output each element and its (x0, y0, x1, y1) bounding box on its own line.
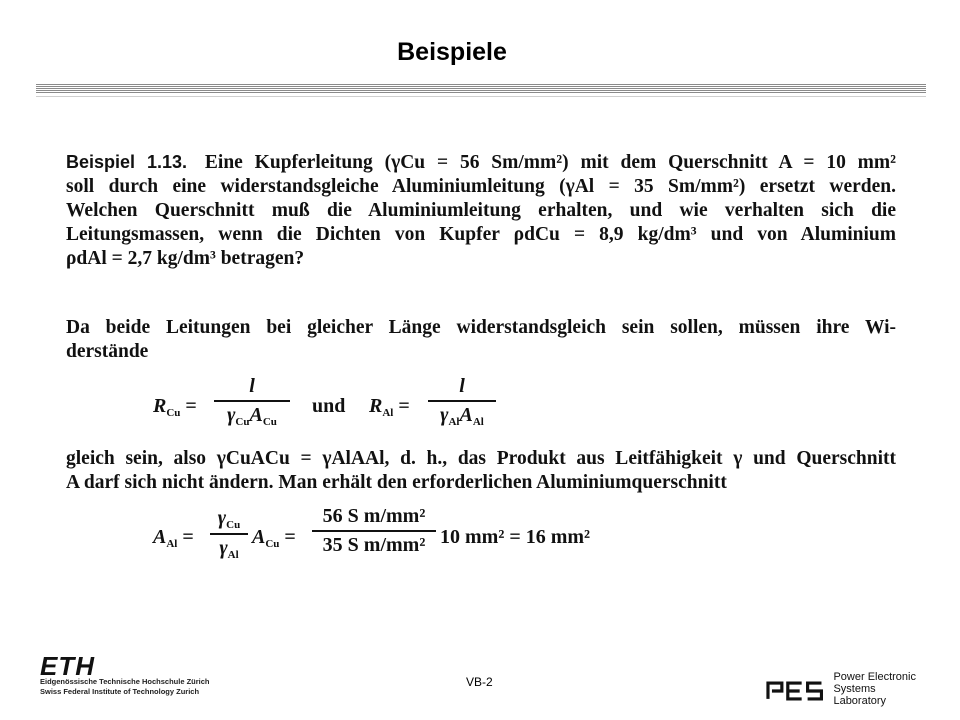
solution-line-2: derstände (66, 341, 149, 362)
eq1-lhs-rcu: $R_{Cu}$ = (153, 395, 197, 419)
eq2-numerator: 56 S m/mm² (322, 505, 426, 527)
solution-line-3: gleich sein, also γCuACu = γAlAAl, d. h., das Produkt aus Leitfähigkeit γ und Querschnitt (66, 448, 896, 469)
eq1-fraction-cu: l $\gamma_{Cu}A_{Cu}$ (214, 375, 290, 428)
solution-paragraph-1 (66, 316, 896, 364)
example-label: Beispiel 1.13. (66, 152, 188, 172)
eq1-fraction-al: l $\gamma_{Al}A_{Al}$ (428, 375, 496, 428)
example-text-1: Eine Kupferleitung (γCu = 56 Sm/mm²) mit dem Querschnitt A = 10 mm² (204, 152, 897, 173)
eq1-und: und (312, 395, 346, 417)
eth-line-2: Swiss Federal Institute of Technology Zurich (40, 687, 200, 696)
pes-mark-icon (766, 677, 823, 701)
example-line-3: Welchen Querschnitt muß die Aluminiumleitung erhalten, und wie verhalten sich die (66, 200, 896, 221)
solution-paragraph-2 (66, 447, 896, 495)
eq2-acu: $A_{Cu}$ = (252, 526, 296, 550)
eq1-lhs-ral: $R_{Al}$ = (369, 395, 410, 419)
lab-line-1: Power Electronic Systems (833, 671, 916, 695)
eq2-denominator: 35 S m/mm² (322, 534, 426, 556)
page-number: VB-2 (466, 675, 493, 689)
eq2-result: 10 mm² = 16 mm² (440, 526, 591, 548)
eq2-unit-fraction (312, 505, 436, 557)
title-rule (36, 84, 926, 94)
eth-line-1: Eidgenössische Technische Hochschule Zürich (40, 677, 210, 686)
solution-line-1: Da beide Leitungen bei gleicher Länge widerstandsgleich sein sollen, müssen ihre Wi- (66, 317, 896, 338)
eth-logo (40, 651, 210, 697)
solution-line-4: A darf sich nicht ändern. Man erhält den erforderlichen Aluminiumquerschnitt (66, 472, 727, 493)
eth-wordmark: ETH (40, 651, 95, 681)
title-rule-bottom (36, 96, 926, 97)
eq2-lhs: $A_{Al}$ = (153, 526, 194, 550)
lab-line-2: Laboratory (833, 695, 887, 707)
pes-logo (766, 671, 960, 707)
example-line-5: ρdAl = 2,7 kg/dm³ betragen? (66, 248, 305, 269)
example-line-1 (66, 150, 896, 175)
example-line-2: soll durch eine widerstandsgleiche Aluminiumleitung (γAl = 35 Sm/mm²) ersetzt werden. (66, 176, 896, 197)
slide-title: Beispiele (397, 38, 507, 66)
example-line-4: Leitungsmassen, wenn die Dichten von Kupfer ρdCu = 8,9 kg/dm³ und von Aluminium (66, 224, 896, 245)
example-paragraph (66, 150, 896, 271)
eq2-gamma-ratio: $\gamma_{Cu}$ $\gamma_{Al}$ (210, 507, 248, 561)
